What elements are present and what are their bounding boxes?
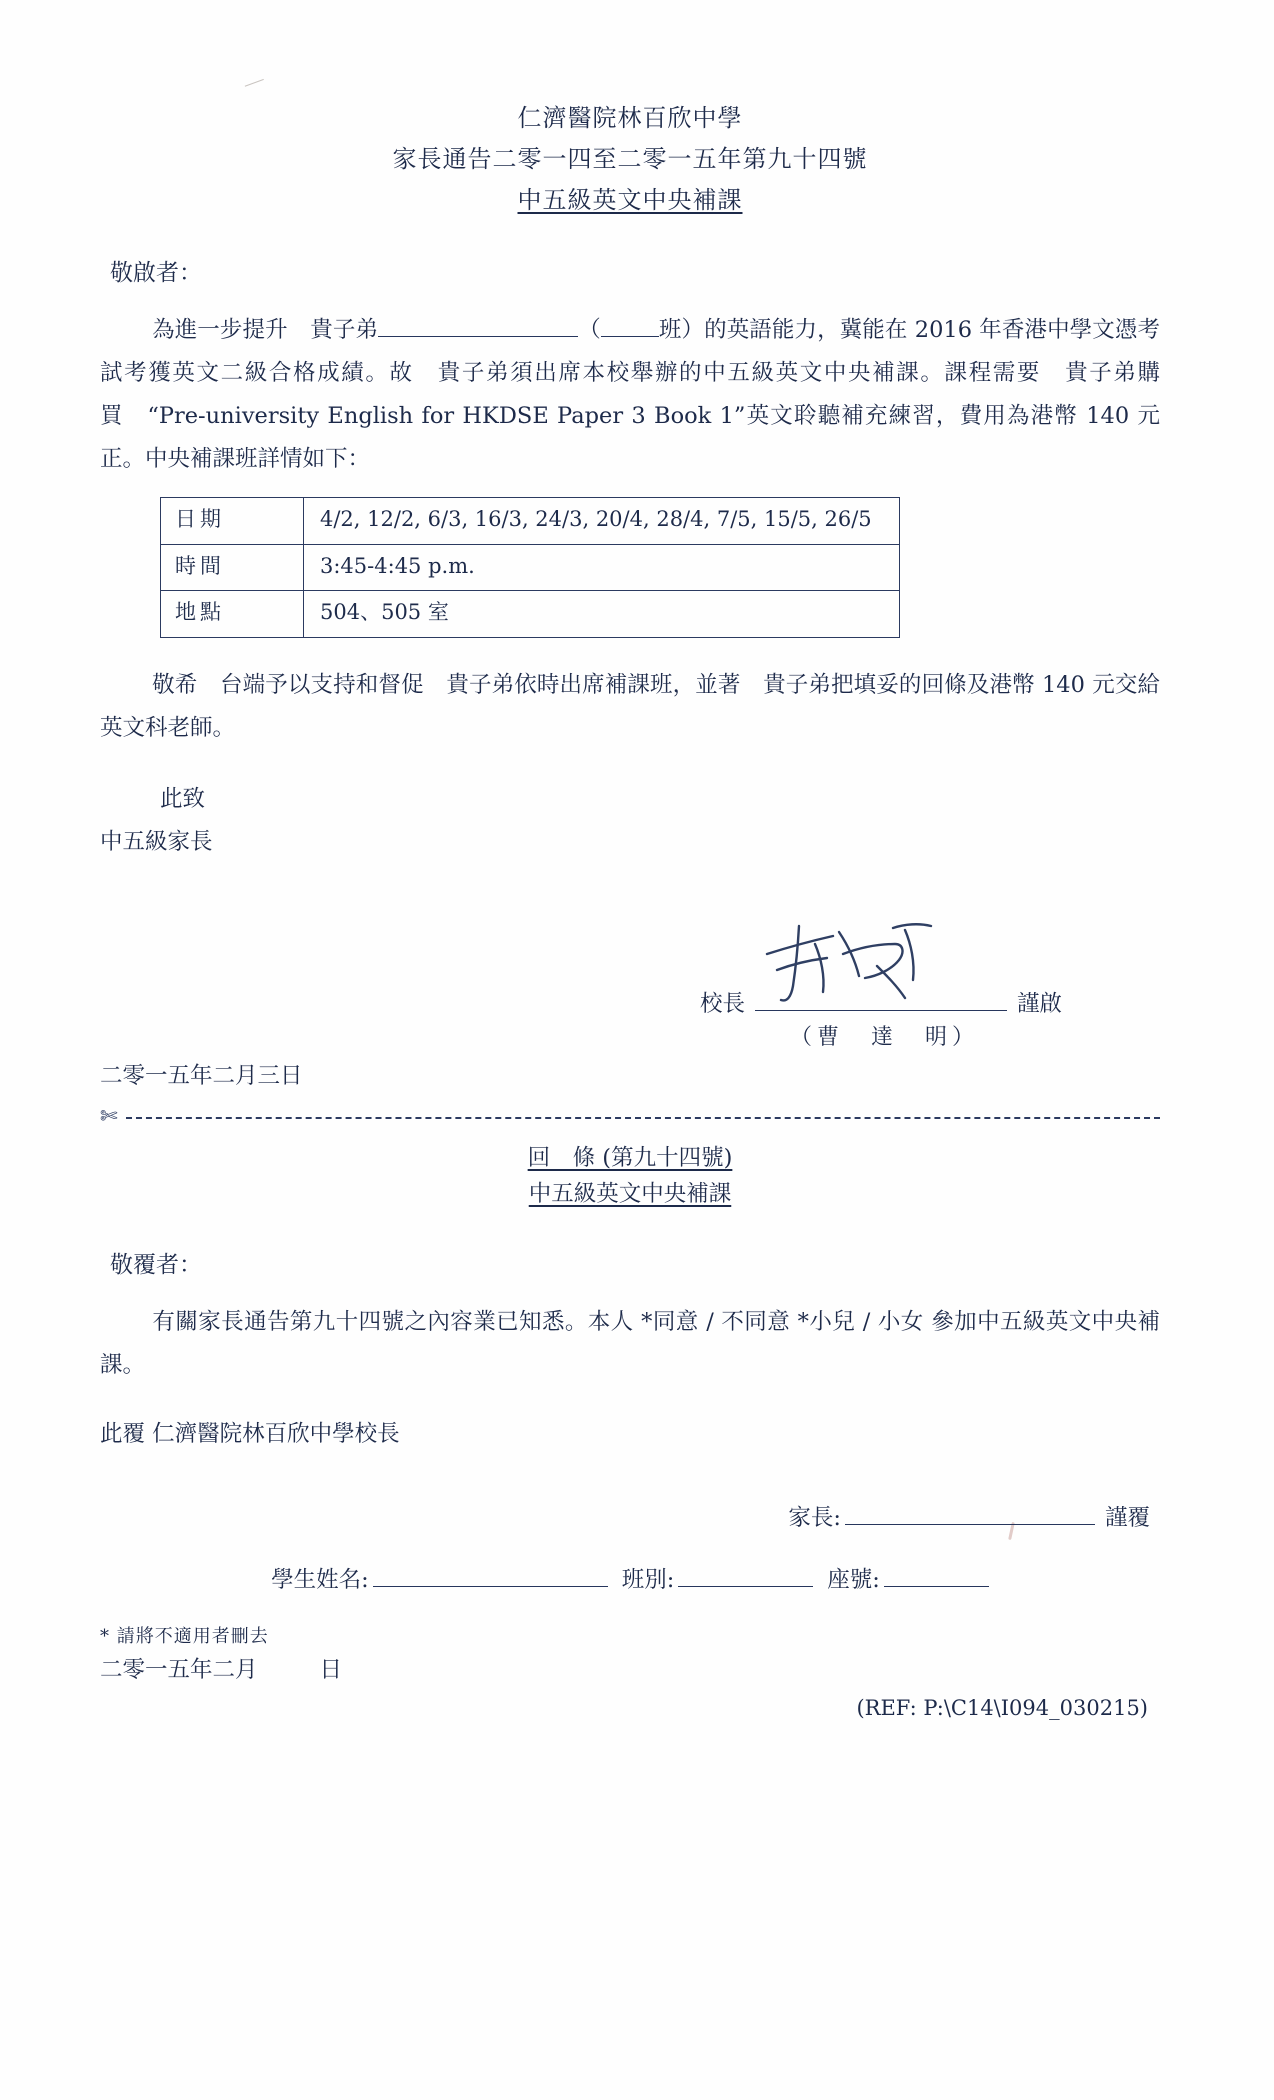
notice-number: 家長通告二零一四至二零一五年第九十四號: [392, 145, 868, 174]
student-name-label: 學生姓名:: [271, 1566, 369, 1593]
row-label-venue: 地點: [161, 591, 304, 638]
class-no-label: 座號:: [827, 1566, 880, 1593]
signature-zone: [100, 894, 1160, 1050]
row-value-venue: 504、505 室: [304, 591, 900, 638]
footnote: * 請將不適用者刪去: [100, 1625, 269, 1647]
closing-cizhi: 此致: [160, 786, 206, 813]
para2-text: 敬希 台端予以支持和督促 貴子弟依時出席補課班，並著 貴子弟把填妥的回條及港幣 140 元交給英文科老師。: [100, 671, 1160, 741]
student-info-row: [100, 1562, 1160, 1594]
stray-mark: [245, 79, 268, 96]
parent-honorific: 謹覆: [1104, 1504, 1150, 1531]
student-name-input-blank[interactable]: [373, 1586, 608, 1587]
document-content: [100, 100, 1160, 1720]
reference-code: (REF: P:\C14\I094_030215): [856, 1695, 1148, 1720]
school-name: 仁濟醫院林百欣中學: [517, 104, 743, 132]
paragraph-one: [100, 309, 1160, 482]
reply-header: [100, 1140, 1160, 1212]
class-label: 班別:: [621, 1566, 675, 1593]
reply-title: 回 條 (第九十四號): [527, 1144, 733, 1171]
cut-divider: [100, 1104, 1160, 1132]
para1-seg3: 班）的英語能力，冀能在 2016 年香港中學文憑考試考獲英文二級合格成績。故 貴子弟須出席本校舉辦的中五級英文中央補課。課程需要 貴子弟購買 “Pre-university English for HKDSE Paper 3 Book 1”英文聆聽補充練習，費用為港幣 140 元正。中央補課班詳情如下：: [100, 316, 1160, 473]
row-value-date: 4/2, 12/2, 6/3, 16/3, 24/3, 20/4, 28/4, 7/5, 15/5, 26/5: [304, 498, 900, 545]
reply-subject: 中五級英文中央補課: [528, 1180, 732, 1207]
parent-signature-row: [100, 1500, 1160, 1532]
table-row: [161, 544, 900, 591]
table-row: [161, 498, 900, 545]
signature-honorific: 謹啟: [1017, 990, 1063, 1017]
reply-date-line: [100, 1652, 1160, 1684]
class-no-input-blank[interactable]: [884, 1586, 989, 1587]
reply-addressee: 仁濟醫院林百欣中學校長: [152, 1421, 400, 1448]
reply-body-text: 有關家長通告第九十四號之內容業已知悉。本人 *同意 / 不同意 *小兒 / 小女 參加中五級英文中央補課。: [100, 1308, 1160, 1378]
principal-signature-blank[interactable]: [755, 1010, 1007, 1011]
salutation: 敬啟者：: [110, 259, 202, 286]
reply-body: [100, 1301, 1160, 1387]
class-blank[interactable]: [601, 336, 659, 337]
para1-seg2: （: [578, 316, 601, 343]
dashed-line: [126, 1117, 1160, 1119]
scissors-icon: ✄: [100, 1103, 118, 1128]
row-label-date: 日期: [161, 498, 304, 545]
table-row: [161, 591, 900, 638]
row-label-time: 時間: [161, 544, 304, 591]
closing-block: [100, 778, 1160, 864]
reply-date-prefix: 二零一五年二月: [100, 1656, 258, 1683]
signature-row: [700, 986, 1062, 1018]
reply-date-suffix: 日: [319, 1656, 343, 1683]
paragraph-two: [100, 664, 1160, 750]
reply-salutation: 敬覆者：: [110, 1251, 202, 1278]
closing-addressee: 中五級家長: [100, 828, 213, 855]
row-value-time: 3:45-4:45 p.m.: [304, 544, 900, 591]
notice-date: 二零一五年二月三日: [100, 1062, 303, 1089]
parent-label: 家長:: [788, 1504, 841, 1531]
details-table: [160, 497, 900, 638]
parent-signature-blank[interactable]: [845, 1524, 1095, 1525]
notice-subject: 中五級英文中央補課: [517, 186, 743, 215]
reply-cifu: 此覆: [100, 1421, 146, 1448]
letterhead: [100, 100, 1160, 220]
class-input-blank[interactable]: [678, 1586, 813, 1587]
student-name-blank[interactable]: [378, 336, 578, 337]
para1-seg1: 為進一步提升 貴子弟: [152, 316, 379, 343]
principal-name: （曹 達 明）: [790, 1024, 980, 1050]
reply-closing-block: [100, 1413, 1160, 1456]
principal-title: 校長: [700, 990, 746, 1017]
